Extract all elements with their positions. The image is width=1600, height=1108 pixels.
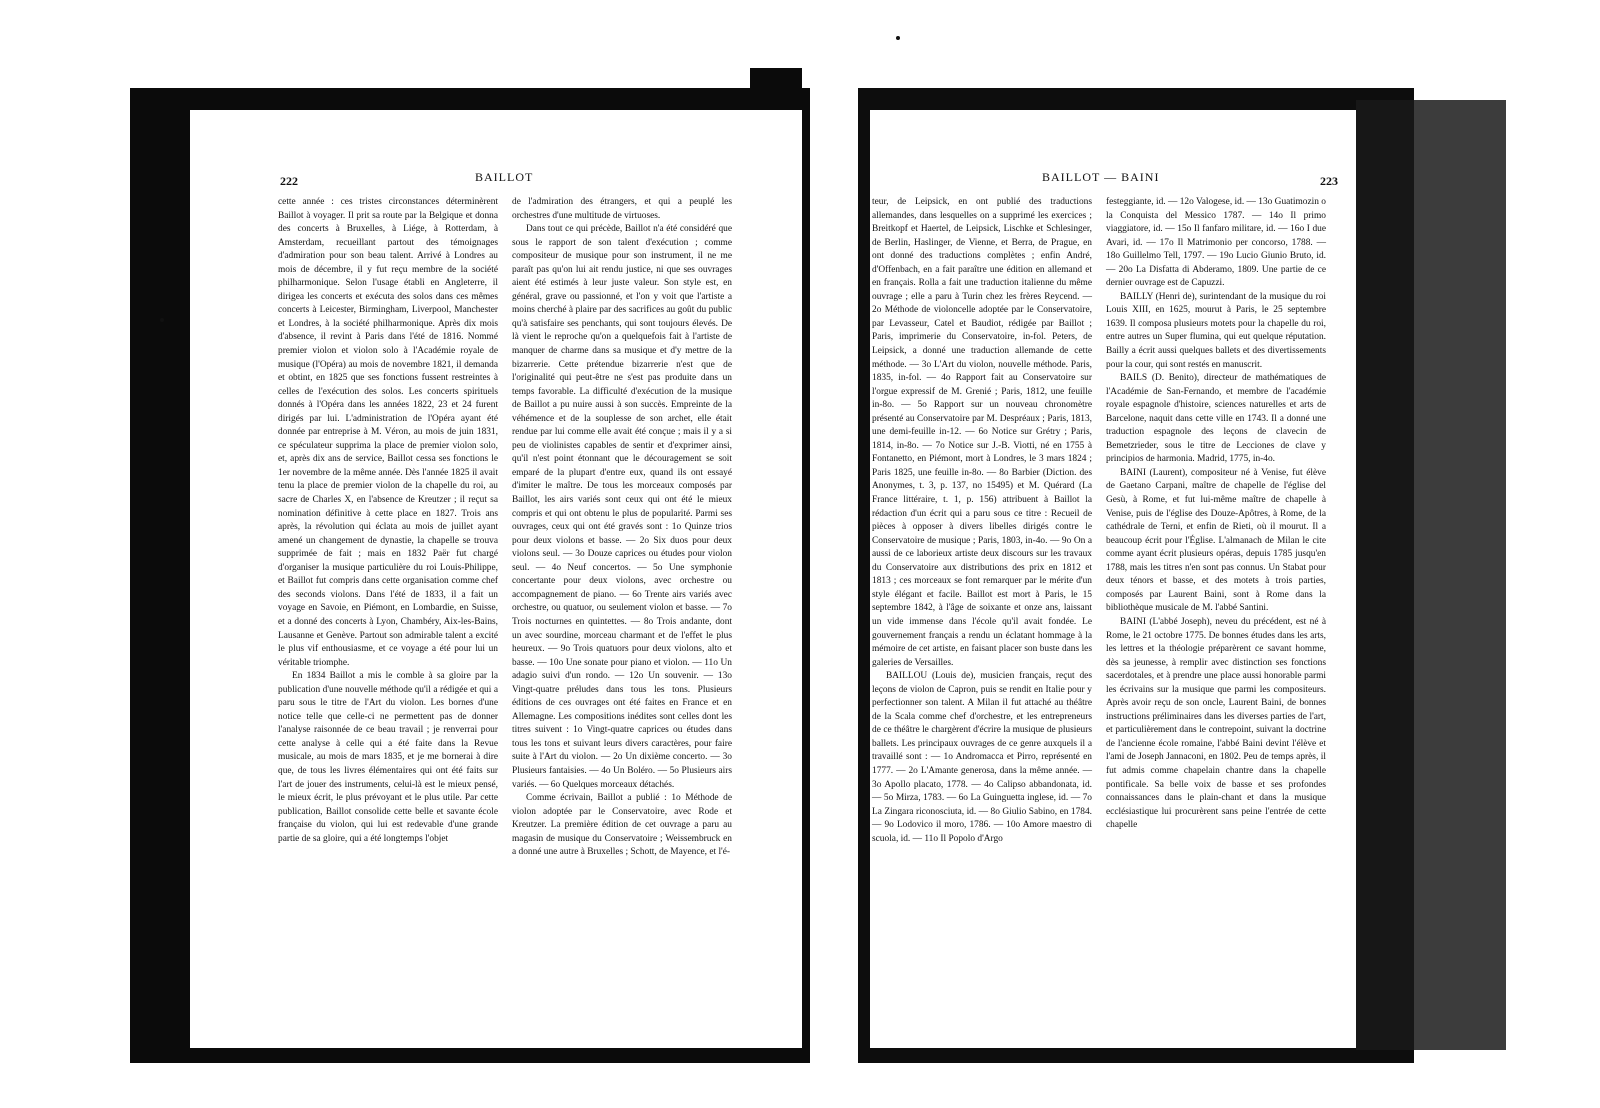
right-running-head: BAILLOT — BAINI	[1042, 170, 1160, 184]
paragraph: teur, de Leipsick, en ont publié des traductions allemandes, dans lesquelles on a supprimé les exercices ; Breitkopf et Haertel, de Leipsick, Lischke et Schlesinger, de Berlin, Haslinger, de Vienne, et Berra, de Prague, en ont donné des traductions complètes ; enfin André, d'Offenbach, en a fait paraître une édition en allemand et en français. Rolla a fait une traduction italienne du même ouvrage ; elle a paru à Turin chez les frères Reycend. — 2o Méthode de violoncelle adoptée par le Conservatoire, par Levasseur, Catel et Baudiot, rédigée par Baillot ; Paris, imprimerie du Conservatoire, in-fol. Peters, de Leipsick, a donné une traduction allemande de cette méthode. — 3o L'Art du violon, nouvelle méthode. Paris, 1835, in-fol. — 4o Rapport fait au Conservatoire sur l'orgue expressif de M. Grenié ; Paris, 1812, une feuille in-8o. — 5o Rapport sur un nouveau chronomètre présenté au Conservatoire par M. Despréaux ; Paris, 1813, une demi-feuille in-12. — 6o Notice sur Grétry ; Paris, 1814, in-8o. — 7o Notice sur J.-B. Viotti, né en 1755 à Fontanetto, en Piémont, mort à Londres, le 3 mars 1824 ; Paris 1825, une feuille in-8o. — 8o Barbier (Diction. des Anonymes, t. 3, p. 137, no 15495) et M. Quérard (La France littéraire, t. 1, p. 156) attribuent à Baillot la rédaction d'un écrit qui a paru sous ce titre : Recueil de pièces à opposer à divers libelles dirigés contre le Conservatoire de musique ; Paris, 1803, in-4o. — 9o On a aussi de ce laborieux artiste deux discours sur les travaux du Conservatoire aux distributions des prix en 1812 et 1813 ; ces morceaux se font remarquer par le mérite d'un style élégant et facile. Baillot est mort à Paris, le 15 septembre 1842, à l'âge de soixante et onze ans, laissant un vide immense dans l'école qu'il avait fondée. Le gouvernement français a rendu un éclatant hommage à la mémoire de cet artiste, en faisant placer son buste dans les galeries de Versailles.	[872, 197, 1092, 668]
paragraph: cette année : ces tristes circonstances déterminèrent Baillot à voyager. Il prit sa route par la Belgique et donna des concerts à Bruxelles, à Liége, à Rotterdam, à Amsterdam, recueillant partout des témoignages d'admiration pour son beau talent. Arrivé à Londres au mois de décembre, il y fut reçu membre de la société philharmonique. Selon l'usage établi en Angleterre, il dirigea les concerts et exécuta des solos dans ces mêmes concerts à Leicester, Birmingham, Liverpool, Manchester et Londres, à la société philharmonique. Après dix mois d'absence, il revint à Paris dans l'été de 1816. Nommé premier violon et violon solo à l'Académie royale de musique (l'Opéra) au mois de novembre 1821, il demanda et obtint, en 1825 que ses fonctions fussent restreintes à celles de l'exécution des solos. Les concerts spirituels donnés à l'Opéra dans les années 1822, 23 et 24 furent dirigés par lui. L'administration de l'Opéra ayant été donnée par entreprise à M. Véron, au mois de juin 1831, ce spéculateur supprima la place de premier violon solo, et, après dix ans de service, Baillot cessa ses fonctions le 1er novembre de la même année. Dès l'année 1825 il avait tenu la place de premier violon de la chapelle du roi, au sacre de Charles X, en l'absence de Kreutzer ; il reçut sa nomination définitive à cette place en 1827. Trois ans après, la révolution qui éclata au mois de juillet ayant amené un changement de dynastie, la chapelle se trouva supprimée de fait ; mais en 1832 Paër fut chargé d'organiser la musique particulière du roi Louis-Philippe, et Baillot fut compris dans cette organisation comme chef des seconds violons. Dans l'été de 1833, il a fait un voyage en Savoie, en Piémont, en Lombardie, en Suisse, et a donné des concerts à Lyon, Chambéry, Aix-les-Bains, Lausanne et Genève. Partout son admirable talent a excité le plus vif enthousiasme, et ce voyage a été pour lui un véritable triomphe.	[278, 197, 498, 668]
right-page	[870, 110, 1356, 1048]
paragraph: BAILS (D. Benito), directeur de mathématiques de l'Académie de San-Fernando, et membre de l'académie royale espagnole d'histoire, sciences naturelles et arts de Barcelone, naquit dans cette ville en 1743. Il a donné une traduction espagnole des leçons de clavecin de Bemetzrieder, sous le titre de Lecciones de clave y principios de harmonia. Madrid, 1775, in-4o.	[1106, 373, 1326, 465]
top-spine-mark	[750, 68, 802, 102]
paragraph: BAINI (Laurent), compositeur né à Venise, fut élève de Gaetano Carpani, maître de chapelle de l'église del Gesù, à Rome, et fut lui-même maître de chapelle à Venise, puis de l'église des Douze-Apôtres, à Rome, de la cathédrale de Terni, et enfin de Rieti, où il mourut. Il a beaucoup écrit pour l'Église. L'almanach de Milan le cite comme ayant écrit plusieurs opéras, depuis 1785 jusqu'en 1788, mais les titres n'en sont pas connus. Un Stabat pour deux ténors et basse, et des motets à trois parties, composés par Laurent Baini, sont à Rome dans la bibliothèque musicale de M. l'abbé Santini.	[1106, 467, 1326, 614]
right-edge-fade	[1356, 100, 1506, 1050]
paragraph: festeggiante, id. — 12o Valogese, id. — 13o Guatimozin o la Conquista del Messico 1787. — 14o Il primo viaggiatore, id. — 15o Il fanfaro militare, id. — 16o I due Avari, id. — 17o Il Matrimonio per concorso, 1788. — 18o Guillelmo Tell, 1797. — 19o Lucio Giunio Bruto, id. — 20o La Disfatta di Abderamo, 1809. Une partie de ce dernier ouvrage est de Capuzzi.	[1106, 197, 1326, 289]
paragraph: de l'admiration des étrangers, et qui a peuplé les orchestres d'une multitude de virtuoses.	[512, 197, 732, 221]
left-page-number: 222	[280, 174, 298, 188]
paragraph: Dans tout ce qui précède, Baillot n'a été considéré que sous le rapport de son talent d'exécution ; comme compositeur de musique pour son instrument, il ne me paraît pas qu'on lui ait rendu justice, ni que ses ouvrages aient été estimés à leur juste valeur. Son style est, en général, grave ou passionné, et l'on y voit que l'artiste a moins cherché à plaire par des sacrifices au goût du public qu'à satisfaire ses penchants, qui sont toujours élevés. De là vient le reproche qu'on a quelquefois fait à l'artiste de manquer de charme dans sa musique et d'y mettre de la bizarrerie. Cette prétendue bizarrerie n'est que de l'originalité qui peut-être ne s'est pas produite dans un temps favorable. La difficulté d'exécution de la musique de Baillot a pu nuire aussi à son succès. Empreinte de la véhémence et de la souplesse de son archet, elle était rendue par lui comme elle avait été conçue ; mais il y a si peu de violinistes capables de sentir et d'exprimer ainsi, qu'il n'est point étonnant que le découragement se soit emparé de la plupart d'entre eux, quand ils ont essayé d'imiter le maître. De tous les morceaux composés par Baillot, les airs variés sont ceux qui ont été le mieux compris et qui ont obtenu le plus de popularité. Parmi ses ouvrages, ceux qui ont été gravés sont : 1o Quinze trios pour deux violons et basse. — 2o Six duos pour deux violons seul. — 3o Douze caprices ou études pour violon seul. — 4o Neuf concertos. — 5o Une symphonie concertante pour deux violons, avec orchestre ou accompagnement de piano. — 6o Trente airs variés avec orchestre, ou quatuor, ou seulement violon et basse. — 7o Trois nocturnes en quintettes. — 8o Trois andante, dont un avec sourdine, morceau charmant et de l'effet le plus heureux. — 9o Trois quatuors pour deux violons, alto et basse. — 10o Une sonate pour piano et violon. — 11o Un adagio suivi d'un rondo. — 12o Un souvenir. — 13o Vingt-quatre préludes dans tous les tons. Plusieurs éditions de ces ouvrages ont été faites en France et en Allemagne. Les compositions inédites sont celles dont les titres suivent : 1o Vingt-quatre caprices ou études dans tous les tons et suivant leurs divers caractères, pour faire suite à l'Art du violon. — 2o Un dixième concerto. — 3o Plusieurs fantaisies. — 4o Un Boléro. — 5o Plusieurs airs variés. — 6o Quelques morceaux détachés.	[512, 224, 732, 790]
left-column-2	[512, 196, 732, 860]
paragraph: Comme écrivain, Baillot a publié : 1o Méthode de violon adoptée par le Conservatoire, avec Rode et Kreutzer. La première édition de cet ouvrage a paru au magasin de musique du Conservatoire ; Weissembruck en a donné une autre à Bruxelles ; Schott, de Mayence, et l'é-	[512, 793, 732, 858]
left-page	[190, 110, 802, 1048]
right-column-2	[1106, 196, 1326, 833]
left-running-head: BAILLOT	[475, 170, 534, 184]
paragraph: BAILLY (Henri de), surintendant de la musique du roi Louis XIII, en 1625, mourut à Paris, le 25 septembre 1639. Il composa plusieurs motets pour la chapelle du roi, entre autres un Super flumina, qui eut quelque réputation. Bailly a écrit aussi quelques ballets et des divertissements pour la cour, qui sont restés en manuscrit.	[1106, 291, 1326, 370]
left-column-1	[278, 196, 498, 846]
paragraph: En 1834 Baillot a mis le comble à sa gloire par la publication d'une nouvelle méthode qu'il a rédigée et qui a paru sous le titre de l'Art du violon. Les bornes d'une notice telle que celle-ci ne permettent pas de donner l'analyse raisonnée de ce beau travail ; je renverrai pour cette analyse à celle qui a été faite dans la Revue musicale, au mois de mars 1835, et je me bornerai à dire que, de tous les livres élémentaires qui ont été faits sur l'art de jouer des instruments, celui-là est le mieux pensé, le mieux écrit, le plus prévoyant et le plus utile. Par cette publication, Baillot consolide cette belle et savante école française du violon, qui lui est redevable d'une grande partie de sa gloire, qui a été longtemps l'objet	[278, 671, 498, 844]
paragraph: BAINI (L'abbé Joseph), neveu du précédent, est né à Rome, le 21 octobre 1775. De bonnes études dans les arts, les lettres et la théologie préparèrent ce savant homme, dès sa jeunesse, à remplir avec distinction ses fonctions sacerdotales, et à prendre une place aussi honorable parmi les écrivains sur la musique que parmi les compositeurs. Après avoir reçu de son oncle, Laurent Baini, de bonnes instructions préliminaires dans les diverses parties de l'art, et particulièrement dans le contrepoint, suivant la doctrine de l'ancienne école romaine, l'abbé Baini devint l'élève et l'ami de Joseph Jannaconi, en 1802. Peu de temps après, il fut admis comme chapelain chantre dans la chapelle pontificale. Sa belle voix de basse et ses profondes connaissances dans le plain-chant et dans la musique ecclésiastique lui procurèrent sans peine l'entrée de cette chapelle	[1106, 616, 1326, 831]
right-page-number: 223	[1320, 174, 1338, 188]
paragraph: BAILLOU (Louis de), musicien français, reçut des leçons de violon de Capron, puis se rendit en Italie pour y perfectionner son talent. A Milan il fut attaché au théâtre de la Scala comme chef d'orchestre, et les entrepreneurs de ce théâtre le chargèrent d'écrire la musique de plusieurs ballets. Les principaux ouvrages de ce genre auxquels il a travaillé sont : — 1o Andromacca et Pirro, représenté en 1777. — 2o L'Amante generosa, dans la même année. — 3o Apollo placato, 1778. — 4o Calipso abbandonata, id. — 5o Mirza, 1783. — 6o La Guinguetta inglese, id. — 7o La Zingara riconosciuta, id. — 8o Giulio Sabino, en 1784. — 9o Lodovico il moro, 1786. — 10o Amore maestro di scuola, id. — 11o Il Popolo d'Argo	[872, 671, 1092, 844]
page-dot-left	[160, 318, 164, 322]
right-column-1	[872, 196, 1092, 846]
page-dot-top	[896, 36, 900, 40]
